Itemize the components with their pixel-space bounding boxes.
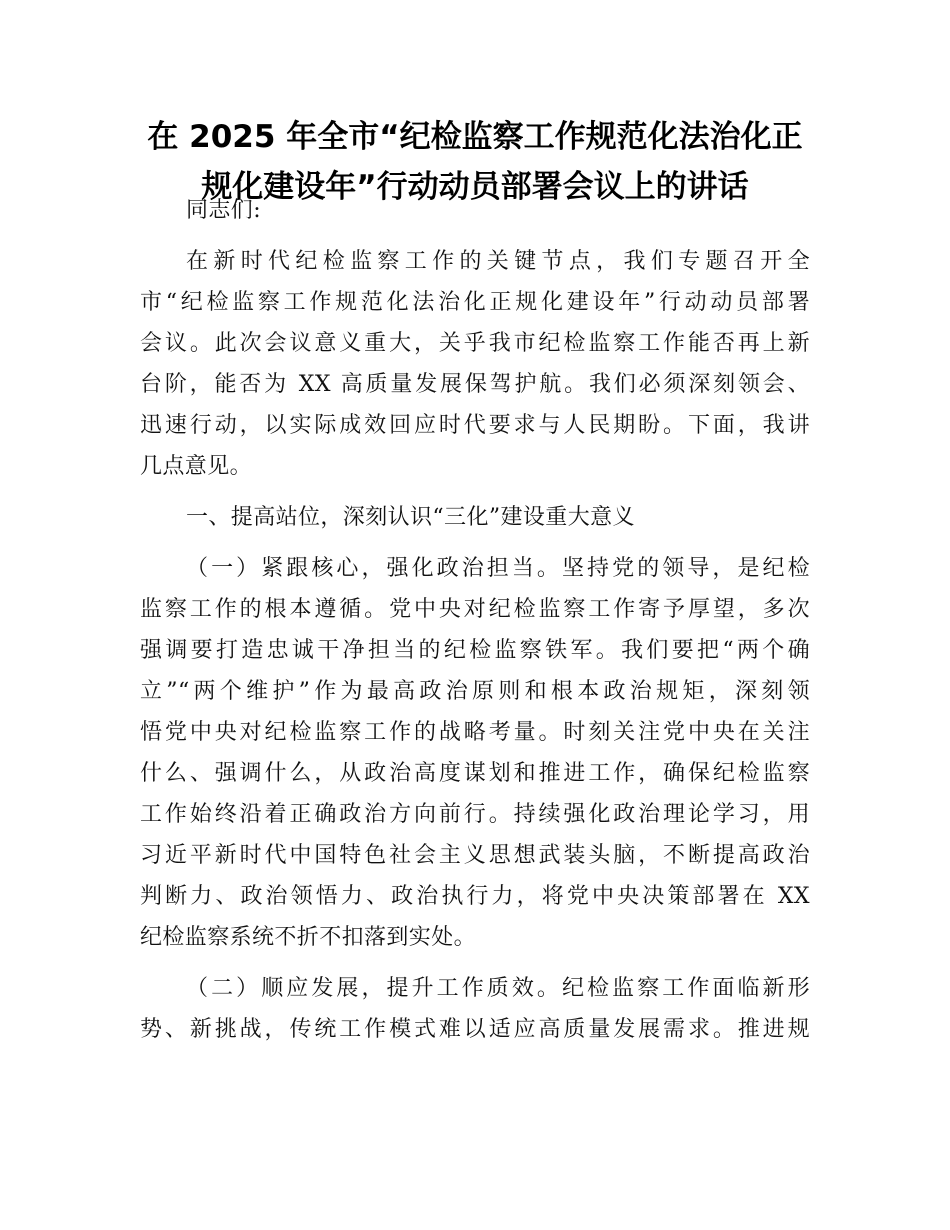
paragraph-line: 强调要打造忠诚干净担当的纪检监察铁军。我们要把“两个确 — [140, 638, 810, 663]
paragraph-line: 市“纪检监察工作规范化法治化正规化建设年”行动动员部署 — [140, 290, 810, 315]
paragraph-line: （一）紧跟核心，强化政治担当。坚持党的领导，是纪检 — [186, 556, 810, 581]
paragraph-line: 判断力、政治领悟力、政治执行力，将党中央决策部署在 XX — [140, 884, 810, 909]
paragraph-line: 迅速行动，以实际成效回应时代要求与人民期盼。下面，我讲 — [140, 413, 810, 438]
title-line: 在 2025 年全市“纪检监察工作规范化法治化正 — [147, 119, 803, 155]
section-heading-line: 一、提高站位，深刻认识“三化”建设重大意义 — [186, 505, 635, 530]
salutation: 同志们: — [186, 198, 262, 223]
section-heading-1 — [140, 497, 810, 538]
paragraph-section-1-1 — [140, 548, 810, 958]
paragraph-line: 台阶，能否为 XX 高质量发展保驾护航。我们必须深刻领会、 — [140, 372, 810, 397]
paragraph-line: 纪检监察系统不折不扣落到实处。 — [140, 925, 477, 950]
title-line: 规化建设年”行动动员部署会议上的讲话 — [201, 169, 749, 205]
paragraph-line: 习近平新时代中国特色社会主义思想武装头脑，不断提高政治 — [140, 843, 810, 868]
paragraph-line: 立”“两个维护”作为最高政治原则和根本政治规矩，深刻领 — [140, 679, 810, 704]
paragraph-line: 监察工作的根本遵循。党中央对纪检监察工作寄予厚望，多次 — [140, 597, 810, 622]
paragraph-line: 几点意见。 — [140, 454, 253, 479]
paragraph-line: 会议。此次会议意义重大，关乎我市纪检监察工作能否再上新 — [140, 331, 810, 356]
paragraph-line: （二）顺应发展，提升工作质效。纪检监察工作面临新形 — [186, 976, 810, 1001]
paragraph-line: 什么、强调什么，从政治高度谋划和推进工作，确保纪检监察 — [140, 761, 810, 786]
paragraph-line: 悟党中央对纪检监察工作的战略考量。时刻关注党中央在关注 — [140, 720, 810, 745]
paragraph-line: 势、新挑战，传统工作模式难以适应高质量发展需求。推进规 — [140, 1017, 810, 1042]
document-body — [140, 190, 810, 1050]
paragraph-line: 在新时代纪检监察工作的关键节点，我们专题召开全 — [186, 249, 810, 274]
paragraph-section-1-2 — [140, 968, 810, 1050]
paragraph-line: 工作始终沿着正确政治方向前行。持续强化政治理论学习，用 — [140, 802, 810, 827]
paragraph-intro — [140, 241, 810, 487]
